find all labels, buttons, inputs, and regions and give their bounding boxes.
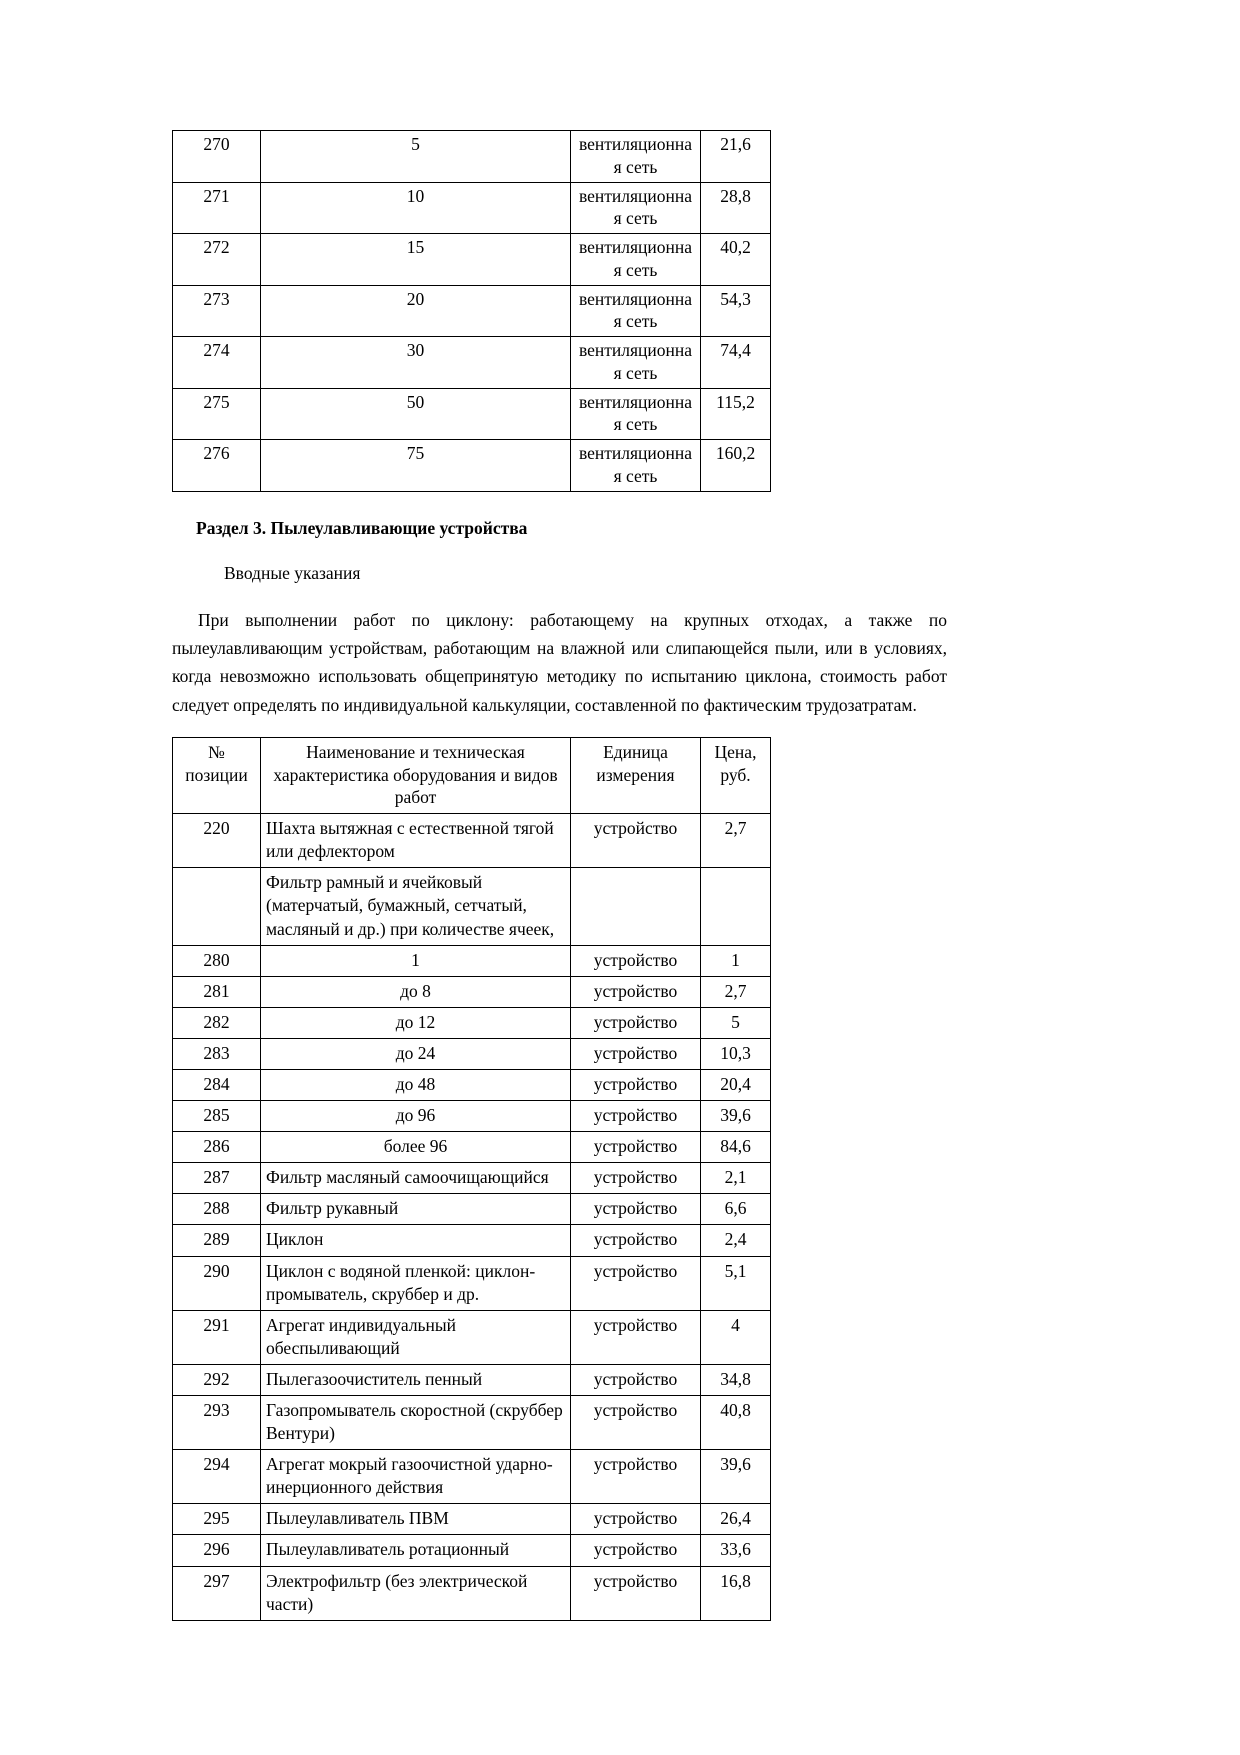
table-row (173, 1364, 771, 1395)
cell-price: 39,6 (701, 1450, 771, 1504)
cell-unit: устройство (571, 1504, 701, 1535)
cell-description: Агрегат мокрый газоочистной ударно-инерционного действия (261, 1450, 571, 1504)
cell-unit: вентиляционная сеть (571, 182, 701, 234)
cell-value: 50 (261, 388, 571, 440)
cell-description: до 24 (261, 1038, 571, 1069)
cell-position-number: 220 (173, 814, 261, 868)
cell-position-number: 273 (173, 285, 261, 337)
cell-price: 4 (701, 1310, 771, 1364)
table-row (173, 1038, 771, 1069)
cell-position-number: 290 (173, 1256, 261, 1310)
table-row (173, 1566, 771, 1620)
cell-price: 39,6 (701, 1101, 771, 1132)
cell-unit: устройство (571, 945, 701, 976)
cell-price: 2,7 (701, 814, 771, 868)
cell-position-number: 291 (173, 1310, 261, 1364)
cell-price: 5,1 (701, 1256, 771, 1310)
cell-position-number: 276 (173, 440, 261, 492)
cell-price: 16,8 (701, 1566, 771, 1620)
cell-unit: устройство (571, 1396, 701, 1450)
cell-price: 74,4 (701, 337, 771, 389)
section-heading: Раздел 3. Пылеулавливающие устройства (196, 517, 528, 538)
cell-position-number: 280 (173, 945, 261, 976)
cell-unit: вентиляционная сеть (571, 440, 701, 492)
cell-value: 5 (261, 131, 571, 183)
cell-value: 20 (261, 285, 571, 337)
table-header (173, 737, 771, 813)
cell-position-number: 294 (173, 1450, 261, 1504)
cell-position-number: 288 (173, 1194, 261, 1225)
cell-description: до 48 (261, 1069, 571, 1100)
cell-unit: устройство (571, 1069, 701, 1100)
cell-unit: вентиляционная сеть (571, 337, 701, 389)
cell-unit: устройство (571, 1535, 701, 1566)
cell-price: 20,4 (701, 1069, 771, 1100)
cell-value: 10 (261, 182, 571, 234)
cell-description: Циклон с водяной пленкой: циклон-промыватель, скруббер и др. (261, 1256, 571, 1310)
cell-position-number: 274 (173, 337, 261, 389)
table-row (173, 182, 771, 234)
cell-description: Фильтр масляный самоочищающийся (261, 1163, 571, 1194)
subheading-intro: Вводные указания (224, 562, 361, 583)
cell-unit: устройство (571, 1007, 701, 1038)
cell-position-number: 281 (173, 976, 261, 1007)
table-row (173, 1310, 771, 1364)
cell-value: 75 (261, 440, 571, 492)
cell-price: 26,4 (701, 1504, 771, 1535)
cell-unit: устройство (571, 1132, 701, 1163)
cell-position-number: 282 (173, 1007, 261, 1038)
cell-price: 40,2 (701, 234, 771, 286)
cell-position-number: 275 (173, 388, 261, 440)
cell-unit: вентиляционная сеть (571, 131, 701, 183)
cell-position-number: 296 (173, 1535, 261, 1566)
cell-price: 84,6 (701, 1132, 771, 1163)
table-row (173, 234, 771, 286)
cell-value: 30 (261, 337, 571, 389)
cell-value: 15 (261, 234, 571, 286)
table-row (173, 1007, 771, 1038)
table-dust-collection-equipment (172, 737, 771, 1621)
cell-price: 2,1 (701, 1163, 771, 1194)
page-content (172, 130, 947, 1621)
cell-description: 1 (261, 945, 571, 976)
table-row (173, 1225, 771, 1256)
table-row (173, 945, 771, 976)
cell-unit: устройство (571, 1163, 701, 1194)
table-row (173, 1194, 771, 1225)
cell-position-number: 297 (173, 1566, 261, 1620)
cell-price: 34,8 (701, 1364, 771, 1395)
cell-price: 21,6 (701, 131, 771, 183)
cell-description: Газопромыватель скоростной (скруббер Вентури) (261, 1396, 571, 1450)
table-row-group-title (173, 868, 771, 945)
table-row (173, 388, 771, 440)
cell-position-number-empty (173, 868, 261, 945)
cell-unit: устройство (571, 1256, 701, 1310)
cell-position-number: 271 (173, 182, 261, 234)
cell-group-title: Фильтр рамный и ячейковый (матерчатый, бумажный, сетчатый, масляный и др.) при количестве ячеек, (261, 868, 571, 945)
cell-unit: устройство (571, 814, 701, 868)
cell-description: Шахта вытяжная с естественной тягой или дефлектором (261, 814, 571, 868)
cell-position-number: 286 (173, 1132, 261, 1163)
cell-price-empty (701, 868, 771, 945)
cell-unit: вентиляционная сеть (571, 234, 701, 286)
header-description: Наименование и техническая характеристика оборудования и видов работ (261, 737, 571, 813)
cell-unit: устройство (571, 1194, 701, 1225)
header-price: Цена, руб. (701, 737, 771, 813)
cell-unit: устройство (571, 1038, 701, 1069)
cell-unit: устройство (571, 1310, 701, 1364)
cell-price: 115,2 (701, 388, 771, 440)
cell-price: 33,6 (701, 1535, 771, 1566)
table-row (173, 1396, 771, 1450)
cell-position-number: 289 (173, 1225, 261, 1256)
cell-price: 6,6 (701, 1194, 771, 1225)
cell-description: Фильтр рукавный (261, 1194, 571, 1225)
cell-description: Агрегат индивидуальный обеспыливающий (261, 1310, 571, 1364)
cell-price: 1 (701, 945, 771, 976)
table-row (173, 1163, 771, 1194)
cell-description: Пылегазоочиститель пенный (261, 1364, 571, 1395)
table-row (173, 1069, 771, 1100)
intro-paragraph: При выполнении работ по циклону: работающему на крупных отходах, а также по пылеулавливающим устройствам, работающим на влажной или слипающейся пыли, или в условиях, когда невозможно использовать общепринятую методику по испытанию циклона, стоимость работ следует определять по индивидуальной калькуляции, составленной по фактическим трудозатратам. (172, 609, 947, 715)
table-row (173, 1450, 771, 1504)
table-row (173, 440, 771, 492)
cell-position-number: 292 (173, 1364, 261, 1395)
cell-unit-empty (571, 868, 701, 945)
cell-position-number: 287 (173, 1163, 261, 1194)
cell-unit: устройство (571, 1566, 701, 1620)
table-ventilation-continued (172, 130, 771, 492)
cell-unit: устройство (571, 1225, 701, 1256)
header-unit: Единица измерения (571, 737, 701, 813)
table-body (173, 814, 771, 1621)
cell-description: до 12 (261, 1007, 571, 1038)
cell-position-number: 285 (173, 1101, 261, 1132)
table-row (173, 1132, 771, 1163)
cell-unit: вентиляционная сеть (571, 388, 701, 440)
table-row (173, 814, 771, 868)
cell-description: Пылеулавливатель ПВМ (261, 1504, 571, 1535)
cell-description: Циклон (261, 1225, 571, 1256)
cell-description: более 96 (261, 1132, 571, 1163)
table-row (173, 337, 771, 389)
cell-unit: устройство (571, 1101, 701, 1132)
header-position-number: № позиции (173, 737, 261, 813)
cell-price: 160,2 (701, 440, 771, 492)
cell-price: 54,3 (701, 285, 771, 337)
cell-position-number: 295 (173, 1504, 261, 1535)
cell-unit: устройство (571, 976, 701, 1007)
table-row (173, 131, 771, 183)
cell-description: до 8 (261, 976, 571, 1007)
cell-position-number: 293 (173, 1396, 261, 1450)
cell-unit: вентиляционная сеть (571, 285, 701, 337)
table-row (173, 1101, 771, 1132)
table-row (173, 1504, 771, 1535)
cell-description: Пылеулавливатель ротационный (261, 1535, 571, 1566)
cell-price: 10,3 (701, 1038, 771, 1069)
cell-price: 2,4 (701, 1225, 771, 1256)
cell-position-number: 284 (173, 1069, 261, 1100)
cell-position-number: 272 (173, 234, 261, 286)
cell-position-number: 283 (173, 1038, 261, 1069)
cell-price: 5 (701, 1007, 771, 1038)
table-row (173, 285, 771, 337)
table-row (173, 976, 771, 1007)
table-header-row (173, 737, 771, 813)
cell-price: 40,8 (701, 1396, 771, 1450)
table-row (173, 1535, 771, 1566)
cell-unit: устройство (571, 1450, 701, 1504)
table-row (173, 1256, 771, 1310)
cell-description: Электрофильтр (без электрической части) (261, 1566, 571, 1620)
cell-description: до 96 (261, 1101, 571, 1132)
table-body (173, 131, 771, 492)
cell-price: 28,8 (701, 182, 771, 234)
cell-price: 2,7 (701, 976, 771, 1007)
cell-unit: устройство (571, 1364, 701, 1395)
cell-position-number: 270 (173, 131, 261, 183)
